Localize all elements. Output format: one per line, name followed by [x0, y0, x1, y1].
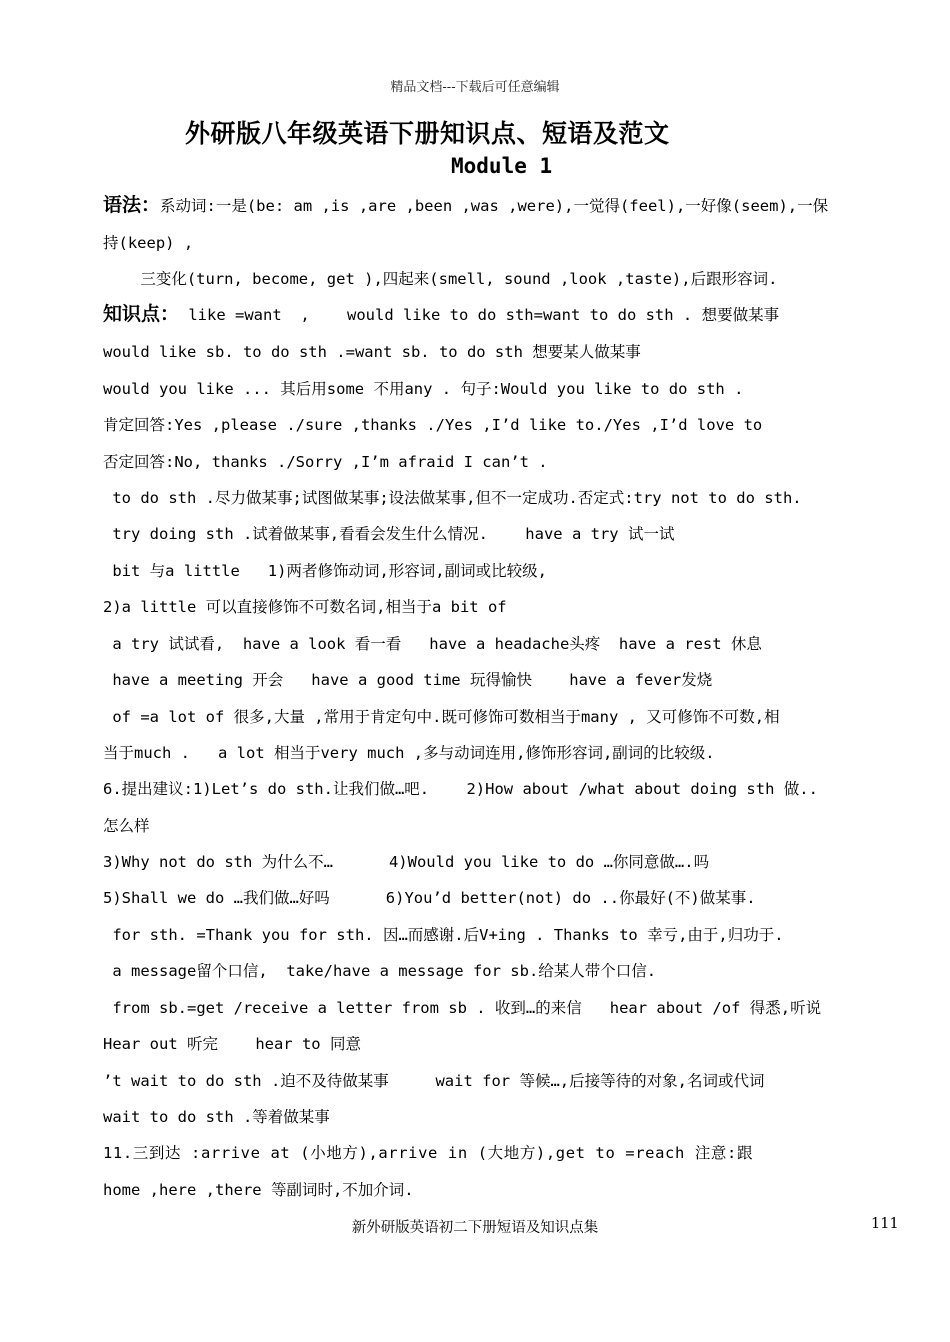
line-text: like =want , would like to do sth=want to do sth . 想要做某事 [179, 306, 780, 324]
text-line: for sth. =Thank you for sth. 因…而感谢.后V+ing . Thanks to 幸亏,由于,归功于. [103, 926, 784, 944]
text-line [103, 194, 903, 217]
module-heading: Module 1 [451, 154, 553, 178]
knowledge-label: 知识点： [103, 303, 180, 325]
document-title: 外研版八年级英语下册知识点、短语及范文 [185, 119, 670, 148]
text-line: bit 与a little 1)两者修饰动词,形容词,副词或比较级, [103, 562, 547, 580]
footer-text: 新外研版英语初二下册短语及知识点集 [351, 1220, 599, 1236]
line-text: 系动词:一是(be: am ,is ,are ,been ,was ,were),一觉得(feel),一好像(seem),一保 [160, 197, 829, 215]
text-line: 肯定回答:Yes ,please ./sure ,thanks ./Yes ,I’d like to./Yes ,I’d love to [103, 416, 763, 434]
text-line [103, 303, 903, 326]
text-line: would like sb. to do sth .=want sb. to do sth 想要某人做某事 [103, 343, 641, 361]
text-line: 6.提出建议:1)Let’s do sth.让我们做…吧. 2)How about /what about doing sth 做.. [103, 780, 818, 798]
header-note: 精品文档---下载后可任意编辑 [390, 80, 560, 95]
text-line: would you like ... 其后用some 不用any . 句子:Would you like to do sth . [103, 380, 744, 398]
text-line: from sb.=get /receive a letter from sb . 收到…的来信 hear about /of 得悉,听说 [103, 999, 822, 1017]
text-line: 怎么样 [103, 817, 150, 835]
text-line: ’t wait to do sth .迫不及待做某事 wait for 等候…,后接等待的对象,名词或代词 [103, 1072, 765, 1090]
text-line: a message留个口信, take/have a message for sb.给某人带个口信. [103, 962, 657, 980]
text-line: 3)Why not do sth 为什么不… 4)Would you like to do …你同意做….吗 [103, 853, 710, 871]
text-line: 当于much . a lot 相当于very much ,多与动词连用,修饰形容词,副词的比较级. [103, 744, 715, 762]
grammar-label: 语法： [103, 194, 161, 216]
text-line: try doing sth .试着做某事,看看会发生什么情况. have a try 试一试 [103, 525, 675, 543]
text-line: 否定回答:No, thanks ./Sorry ,I’m afraid I can’t . [103, 453, 548, 471]
text-line: 持(keep) , [103, 234, 194, 252]
text-line: to do sth .尽力做某事;试图做某事;设法做某事,但不一定成功.否定式:try not to do sth. [103, 489, 802, 507]
text-line: a try 试试看, have a look 看一看 have a headache头疼 have a rest 休息 [103, 635, 762, 653]
text-line: have a meeting 开会 have a good time 玩得愉快 have a fever发烧 [103, 671, 713, 689]
text-line: wait to do sth .等着做某事 [103, 1108, 330, 1126]
page-number: 111 [871, 1216, 899, 1232]
text-line: 2)a little 可以直接修饰不可数名词,相当于a bit of [103, 598, 507, 616]
text-line: 11.三到达 :arrive at (小地方),arrive in (大地方),get to =reach 注意:跟 [103, 1144, 754, 1162]
text-line: Hear out 听完 hear to 同意 [103, 1035, 361, 1053]
text-line: 5)Shall we do …我们做…好吗 6)You’d better(not) do ..你最好(不)做某事. [103, 889, 756, 907]
text-line: 三变化(turn, become, get ),四起来(smell, sound ,look ,taste),后跟形容词. [103, 270, 778, 288]
text-line: home ,here ,there 等副词时,不加介词. [103, 1181, 414, 1199]
text-line: of =a lot of 很多,大量 ,常用于肯定句中.既可修饰可数相当于many , 又可修饰不可数,相 [103, 708, 780, 726]
